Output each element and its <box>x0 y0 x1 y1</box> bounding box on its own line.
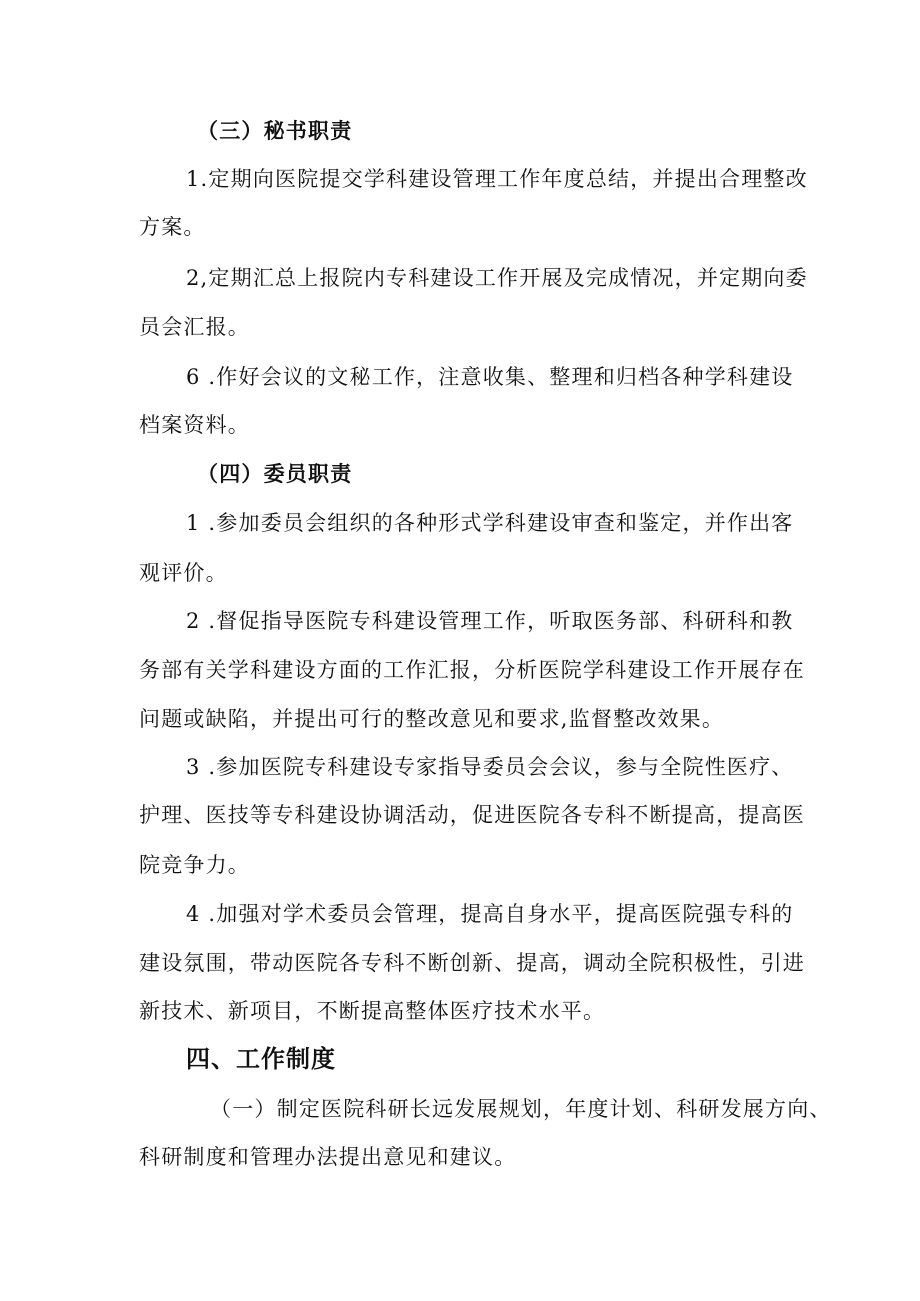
paragraph-line: 问题或缺陷，并提出可行的整改意见和要求,监督整改效果。 <box>139 707 725 731</box>
section-heading-secretary: （三）秘书职责 <box>197 118 353 143</box>
paragraph-line: 院竞争力。 <box>139 853 250 877</box>
paragraph-line: 2,定期汇总上报院内专科建设工作开展及完成情况，并定期向委 <box>186 266 808 290</box>
paragraph-line: 4 .加强对学术委员会管理，提高自身水平，提高医院强专科的 <box>186 902 794 926</box>
paragraph-line: 观评价。 <box>139 561 228 585</box>
paragraph-line: 方案。 <box>139 215 206 239</box>
paragraph-line: 科研制度和管理办法提出意见和建议。 <box>139 1145 517 1169</box>
paragraph-line: 1 .参加委员会组织的各种形式学科建设审查和鉴定，并作出客 <box>186 511 794 535</box>
paragraph-line: 护理、医技等专科建设协调活动，促进医院各专科不断提高，提高医 <box>139 803 805 827</box>
section-heading-members: （四）委员职责 <box>197 461 353 486</box>
paragraph-line: 1.定期向医院提交学科建设管理工作年度总结，并提出合理整改 <box>186 167 808 191</box>
paragraph-line: （一）制定医院科研长远发展规划，年度计划、科研发展方向、 <box>210 1097 832 1121</box>
paragraph-line: 建设氛围，带动医院各专科不断创新、提高，调动全院积极性，引进 <box>139 951 805 975</box>
paragraph-line: 员会汇报。 <box>139 315 250 339</box>
paragraph-line: 务部有关学科建设方面的工作汇报，分析医院学科建设工作开展存在 <box>139 658 805 682</box>
paragraph-line: 3 .参加医院专科建设专家指导委员会会议，参与全院性医疗、 <box>186 755 794 779</box>
paragraph-line: 6 .作好会议的文秘工作，注意收集、整理和归档各种学科建设 <box>186 365 794 389</box>
paragraph-line: 档案资料。 <box>139 413 250 437</box>
chapter-heading-work-system: 四、工作制度 <box>186 1044 336 1073</box>
paragraph-line: 2 .督促指导医院专科建设管理工作，听取医务部、科研科和教 <box>186 609 794 633</box>
paragraph-line: 新技术、新项目，不断提高整体医疗技术水平。 <box>139 999 606 1023</box>
